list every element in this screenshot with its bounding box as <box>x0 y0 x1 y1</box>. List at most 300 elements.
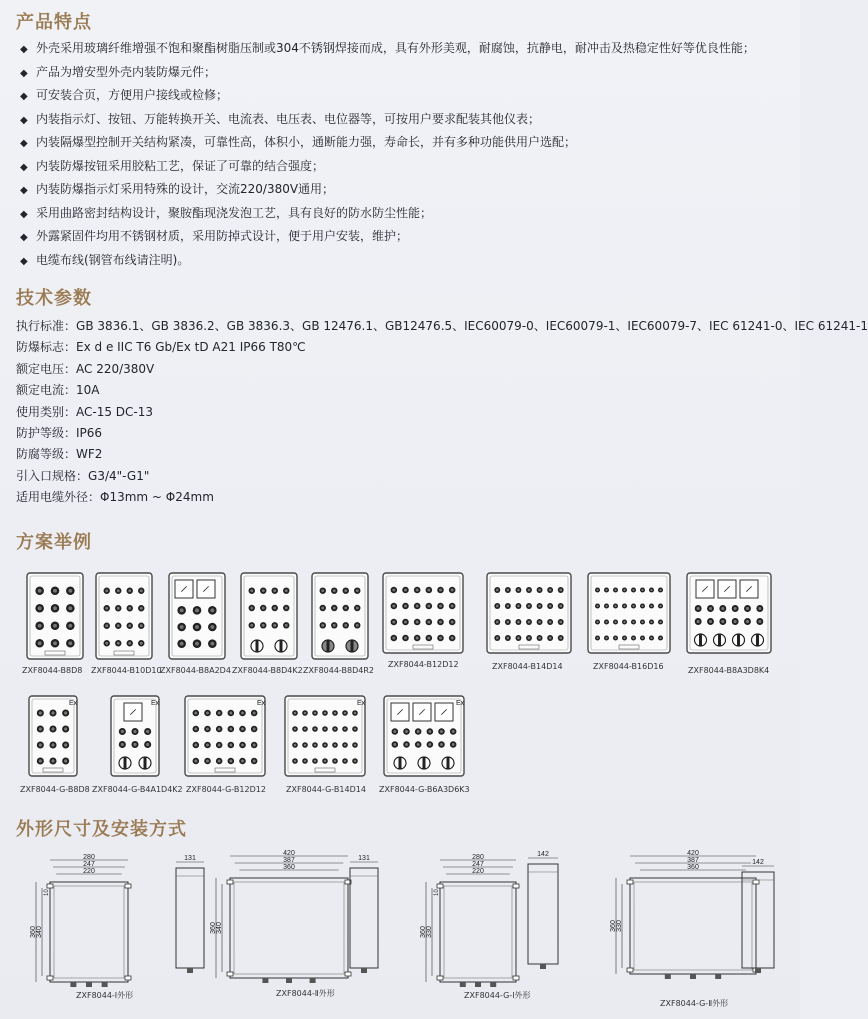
button-center-icon <box>218 728 221 731</box>
cable-gland-icon <box>86 982 92 987</box>
dimension-svg <box>418 850 558 1010</box>
button-center-icon <box>344 712 347 715</box>
cable-gland-icon <box>690 974 696 979</box>
spec-row: 防护等级：IP66 <box>16 425 103 440</box>
button-center-icon <box>344 624 347 627</box>
button-center-icon <box>314 744 317 747</box>
mounting-ear-icon <box>125 884 131 888</box>
width-dimension-label: 247 <box>83 861 95 868</box>
width-dimension-label: 420 <box>687 850 699 857</box>
button-center-icon <box>241 744 244 747</box>
button-center-icon <box>195 625 199 629</box>
width-dimension-label: 360 <box>283 864 295 871</box>
button-center-icon <box>194 760 197 763</box>
button-center-icon <box>559 605 562 608</box>
button-center-icon <box>427 637 430 640</box>
button-center-icon <box>53 606 57 610</box>
enclosure-drawing <box>28 695 78 777</box>
cable-gland-icon <box>460 982 466 987</box>
button-center-icon <box>641 605 643 607</box>
button-center-icon <box>262 589 265 592</box>
button-center-icon <box>605 621 607 623</box>
button-center-icon <box>641 637 643 639</box>
dimension-svg <box>200 850 390 1010</box>
height-dimension-label: 340 <box>216 922 223 934</box>
button-center-icon <box>241 728 244 731</box>
button-center-icon <box>451 621 454 624</box>
switch-handle-icon <box>718 634 721 646</box>
button-center-icon <box>273 624 276 627</box>
button-center-icon <box>746 607 749 610</box>
cable-gland-icon <box>755 968 761 973</box>
button-center-icon <box>229 728 232 731</box>
example-box: ZXF8044-B8D8 <box>26 572 84 660</box>
cable-gland-icon <box>361 968 367 973</box>
button-center-icon <box>354 712 357 715</box>
button-center-icon <box>404 589 407 592</box>
button-center-icon <box>146 730 149 733</box>
mounting-ear-icon <box>125 976 131 980</box>
button-center-icon <box>285 624 288 627</box>
switch-handle-icon <box>256 640 259 652</box>
button-center-icon <box>452 730 455 733</box>
button-center-icon <box>64 759 67 762</box>
button-center-icon <box>623 605 625 607</box>
spec-row: 额定电压：AC 220/380V <box>16 361 155 376</box>
diamond-bullet-icon: ◆ <box>20 208 28 220</box>
offset-dimension-label: 10 <box>44 889 50 896</box>
button-center-icon <box>304 728 307 731</box>
enclosure-outline <box>312 573 368 659</box>
mounting-ear-icon <box>227 880 233 884</box>
diamond-bullet-icon: ◆ <box>20 138 28 149</box>
button-center-icon <box>321 589 324 592</box>
example-box: ZXF8044-B8A2D4 <box>168 572 226 660</box>
diamond-bullet-icon: ◆ <box>20 67 28 79</box>
button-center-icon <box>758 620 761 623</box>
dimension-svg <box>28 850 196 1010</box>
button-center-icon <box>439 605 442 608</box>
specs-list <box>16 316 868 509</box>
button-center-icon <box>180 625 184 629</box>
diamond-bullet-icon: ◆ <box>20 161 28 173</box>
enclosure-drawing <box>382 572 464 654</box>
button-center-icon <box>549 621 552 624</box>
feature-item: ◆ 内装防爆指示灯采用特殊的设计，交流220/380V通用； <box>20 178 790 202</box>
button-center-icon <box>51 759 54 762</box>
button-center-icon <box>128 607 131 610</box>
button-center-icon <box>356 589 359 592</box>
button-center-icon <box>559 621 562 624</box>
diamond-bullet-icon: ◆ <box>20 114 28 126</box>
button-center-icon <box>605 605 607 607</box>
button-center-icon <box>253 728 256 731</box>
button-center-icon <box>210 625 214 629</box>
button-center-icon <box>344 607 347 610</box>
cable-gland-icon <box>262 978 268 983</box>
enclosure-drawing <box>686 572 772 654</box>
button-center-icon <box>517 589 520 592</box>
button-center-icon <box>427 605 430 608</box>
button-center-icon <box>117 607 120 610</box>
example-box: ZXF8044-B8D4R2 <box>311 572 369 660</box>
feature-item: ◆ 内装隔爆型控制开关结构紧凑，可靠性高，体积小，通断能力强，寿命长，并有多种功能供用户选配； <box>20 131 790 155</box>
button-center-icon <box>416 605 419 608</box>
button-center-icon <box>507 589 510 592</box>
button-center-icon <box>614 589 616 591</box>
height-dimension-label: 330 <box>616 920 623 932</box>
button-center-icon <box>632 605 634 607</box>
button-center-icon <box>507 605 510 608</box>
button-center-icon <box>285 589 288 592</box>
button-center-icon <box>596 605 598 607</box>
button-center-icon <box>253 744 256 747</box>
switch-handle-icon <box>737 634 740 646</box>
button-center-icon <box>605 589 607 591</box>
button-center-icon <box>650 621 652 623</box>
mounting-ear-icon <box>753 880 759 884</box>
mounting-ear-icon <box>227 972 233 976</box>
enclosure-outline <box>588 573 670 653</box>
button-center-icon <box>321 624 324 627</box>
front-view-outline <box>50 882 128 982</box>
button-center-icon <box>146 743 149 746</box>
button-center-icon <box>496 605 499 608</box>
button-center-icon <box>68 641 72 645</box>
button-center-icon <box>121 743 124 746</box>
enclosure-drawing <box>240 572 298 660</box>
button-center-icon <box>528 637 531 640</box>
button-center-icon <box>285 607 288 610</box>
button-center-icon <box>133 743 136 746</box>
button-center-icon <box>559 637 562 640</box>
example-box: Ex ZXF8044-G-B12D12 <box>184 695 266 777</box>
button-center-icon <box>697 607 700 610</box>
button-center-icon <box>427 621 430 624</box>
button-center-icon <box>195 608 199 612</box>
button-center-icon <box>405 743 408 746</box>
depth-dimension-label: 131 <box>358 855 370 862</box>
button-center-icon <box>623 621 625 623</box>
cable-gland-icon <box>102 982 108 987</box>
button-center-icon <box>392 605 395 608</box>
button-center-icon <box>538 589 541 592</box>
button-center-icon <box>294 712 297 715</box>
button-center-icon <box>180 642 184 646</box>
button-center-icon <box>709 607 712 610</box>
button-center-icon <box>517 621 520 624</box>
button-center-icon <box>334 712 337 715</box>
button-center-icon <box>549 637 552 640</box>
button-center-icon <box>64 711 67 714</box>
ex-mark-icon: Ex <box>257 700 266 707</box>
button-center-icon <box>659 621 661 623</box>
button-center-icon <box>39 711 42 714</box>
button-center-icon <box>439 621 442 624</box>
button-center-icon <box>559 589 562 592</box>
button-center-icon <box>528 589 531 592</box>
examples-heading: 方案举例 <box>16 532 92 553</box>
mounting-ear-icon <box>47 884 53 888</box>
depth-dimension-label: 142 <box>537 851 549 858</box>
switch-handle-icon <box>327 640 330 652</box>
button-center-icon <box>304 744 307 747</box>
switch-handle-icon <box>124 757 127 769</box>
switch-handle-icon <box>699 634 702 646</box>
example-box: ZXF8044-B12D12 <box>382 572 464 654</box>
button-center-icon <box>650 637 652 639</box>
cable-gland-icon <box>715 974 721 979</box>
button-center-icon <box>294 744 297 747</box>
button-center-icon <box>133 730 136 733</box>
button-center-icon <box>405 730 408 733</box>
button-center-icon <box>314 728 317 731</box>
cable-gland-icon <box>490 982 496 987</box>
button-center-icon <box>344 589 347 592</box>
button-center-icon <box>528 621 531 624</box>
button-center-icon <box>507 621 510 624</box>
enclosure-drawing <box>587 572 671 654</box>
button-center-icon <box>304 760 307 763</box>
button-center-icon <box>321 607 324 610</box>
button-center-icon <box>439 589 442 592</box>
button-center-icon <box>105 607 108 610</box>
switch-handle-icon <box>423 757 426 769</box>
button-center-icon <box>218 760 221 763</box>
front-view-inner <box>634 882 752 970</box>
button-center-icon <box>440 730 443 733</box>
dimension-svg <box>596 850 796 1010</box>
height-dimension-label: 360 <box>420 926 427 938</box>
switch-handle-icon <box>351 640 354 652</box>
switch-handle-icon <box>447 757 450 769</box>
feature-item: ◆ 外壳采用玻璃纤维增强不饱和聚酯树脂压制或304不锈钢焊接而成，具有外形美观，耐腐蚀，抗静电，耐冲击及热稳定性好等优良性能； <box>20 37 790 61</box>
button-center-icon <box>218 712 221 715</box>
example-box: ZXF8044-B14D14 <box>486 572 572 654</box>
ex-mark-icon: Ex <box>151 700 160 707</box>
button-center-icon <box>140 589 143 592</box>
button-center-icon <box>180 608 184 612</box>
enclosure-outline <box>96 573 152 659</box>
button-center-icon <box>659 637 661 639</box>
enclosure-drawing <box>284 695 366 777</box>
cable-gland-icon <box>310 978 316 983</box>
button-center-icon <box>241 712 244 715</box>
button-center-icon <box>517 605 520 608</box>
cable-gland-icon <box>187 968 193 973</box>
button-center-icon <box>250 624 253 627</box>
button-center-icon <box>206 728 209 731</box>
cable-gland-icon <box>540 964 546 969</box>
button-center-icon <box>314 712 317 715</box>
spec-row: 引入口规格：G3/4"-G1" <box>16 468 150 483</box>
button-center-icon <box>439 637 442 640</box>
button-center-icon <box>51 743 54 746</box>
mounting-ear-icon <box>513 884 519 888</box>
button-center-icon <box>250 589 253 592</box>
button-center-icon <box>68 624 72 628</box>
button-center-icon <box>194 712 197 715</box>
button-center-icon <box>392 621 395 624</box>
button-center-icon <box>721 607 724 610</box>
mounting-ear-icon <box>627 968 633 972</box>
button-center-icon <box>294 728 297 731</box>
mounting-ear-icon <box>513 976 519 980</box>
button-center-icon <box>344 728 347 731</box>
mounting-ear-icon <box>437 884 443 888</box>
button-center-icon <box>605 637 607 639</box>
button-center-icon <box>105 624 108 627</box>
width-dimension-label: 387 <box>687 857 699 864</box>
button-center-icon <box>324 728 327 731</box>
button-center-icon <box>117 642 120 645</box>
button-center-icon <box>68 606 72 610</box>
button-center-icon <box>229 744 232 747</box>
diamond-bullet-icon: ◆ <box>20 255 28 267</box>
button-center-icon <box>356 624 359 627</box>
width-dimension-label: 280 <box>472 854 484 861</box>
button-center-icon <box>404 637 407 640</box>
enclosure-drawing <box>110 695 160 777</box>
button-center-icon <box>262 607 265 610</box>
button-center-icon <box>641 621 643 623</box>
button-center-icon <box>632 589 634 591</box>
button-center-icon <box>53 624 57 628</box>
button-center-icon <box>39 743 42 746</box>
button-center-icon <box>650 605 652 607</box>
button-center-icon <box>538 637 541 640</box>
button-center-icon <box>440 743 443 746</box>
button-center-icon <box>496 637 499 640</box>
button-center-icon <box>721 620 724 623</box>
switch-handle-icon <box>144 757 147 769</box>
cable-gland-icon <box>475 982 481 987</box>
depth-dimension-label: 131 <box>184 855 196 862</box>
button-center-icon <box>517 637 520 640</box>
button-center-icon <box>51 727 54 730</box>
dimension-drawing: 420 387 360 360 340 131 ZXF8044-Ⅱ外形 <box>200 850 390 1010</box>
button-center-icon <box>117 624 120 627</box>
button-center-icon <box>229 712 232 715</box>
features-list <box>20 37 790 272</box>
button-center-icon <box>697 620 700 623</box>
button-center-icon <box>140 642 143 645</box>
button-center-icon <box>68 589 72 593</box>
button-center-icon <box>324 760 327 763</box>
button-center-icon <box>734 607 737 610</box>
button-center-icon <box>393 743 396 746</box>
diamond-bullet-icon: ◆ <box>20 91 28 102</box>
button-center-icon <box>623 589 625 591</box>
button-center-icon <box>641 589 643 591</box>
button-center-icon <box>140 607 143 610</box>
front-view-outline <box>440 882 516 982</box>
dimension-drawing: 280 247 220 360 340 10 131 ZXF8044-Ⅰ外形 <box>28 850 178 1010</box>
feature-item: ◆ 外露紧固件均用不锈钢材质，采用防掉式设计，便于用户安装，维护； <box>20 225 790 249</box>
button-center-icon <box>538 605 541 608</box>
button-center-icon <box>417 730 420 733</box>
button-center-icon <box>354 744 357 747</box>
specs-heading: 技术参数 <box>16 288 92 309</box>
button-center-icon <box>416 637 419 640</box>
feature-item: ◆ 产品为增安型外壳内装防爆元件； <box>20 61 790 85</box>
button-center-icon <box>324 712 327 715</box>
enclosure-outline <box>285 696 365 776</box>
button-center-icon <box>734 620 737 623</box>
button-center-icon <box>38 641 42 645</box>
button-center-icon <box>344 744 347 747</box>
spec-row: 执行标准：GB 3836.1、GB 3836.2、GB 3836.3、GB 12476.1、GB12476.5、IEC60079-0、IEC60079-1、IEC60079-7、IEC 61241-0、IEC 61241-1 <box>16 319 868 333</box>
button-center-icon <box>404 605 407 608</box>
button-center-icon <box>538 621 541 624</box>
button-center-icon <box>194 728 197 731</box>
button-center-icon <box>709 620 712 623</box>
height-dimension-label: 360 <box>610 920 617 932</box>
height-dimension-label: 340 <box>36 926 43 938</box>
button-center-icon <box>354 760 357 763</box>
button-center-icon <box>38 624 42 628</box>
front-view-inner <box>54 886 124 978</box>
enclosure-drawing <box>383 695 465 777</box>
diamond-bullet-icon: ◆ <box>20 232 28 243</box>
button-center-icon <box>496 589 499 592</box>
button-center-icon <box>206 712 209 715</box>
button-center-icon <box>262 624 265 627</box>
button-center-icon <box>392 589 395 592</box>
button-center-icon <box>428 730 431 733</box>
button-center-icon <box>128 624 131 627</box>
button-center-icon <box>614 637 616 639</box>
button-center-icon <box>596 637 598 639</box>
button-center-icon <box>273 607 276 610</box>
cable-gland-icon <box>70 982 76 987</box>
dimension-drawing: 420 387 360 360 330 142 ZXF8044-G-Ⅱ外形 <box>596 850 796 1010</box>
button-center-icon <box>417 743 420 746</box>
depth-dimension-label: 142 <box>752 859 764 866</box>
button-center-icon <box>528 605 531 608</box>
button-center-icon <box>746 620 749 623</box>
button-center-icon <box>121 730 124 733</box>
button-center-icon <box>195 642 199 646</box>
mounting-ear-icon <box>437 976 443 980</box>
feature-item: ◆ 电缆布线(钢管布线请注明)。 <box>20 249 790 273</box>
button-center-icon <box>659 605 661 607</box>
button-center-icon <box>210 608 214 612</box>
button-center-icon <box>451 637 454 640</box>
button-center-icon <box>294 760 297 763</box>
enclosure-outline <box>241 573 297 659</box>
width-dimension-label: 220 <box>472 868 484 875</box>
button-center-icon <box>416 621 419 624</box>
button-center-icon <box>218 744 221 747</box>
button-center-icon <box>596 589 598 591</box>
diamond-bullet-icon: ◆ <box>20 44 28 55</box>
diamond-bullet-icon: ◆ <box>20 185 28 196</box>
spec-row: 额定电流：10A <box>16 383 100 398</box>
front-view-inner <box>234 882 344 974</box>
button-center-icon <box>549 605 552 608</box>
spec-row: 防爆标志：Ex d e IIC T6 Gb/Ex tD A21 IP66 T80℃ <box>16 340 306 355</box>
switch-handle-icon <box>756 634 759 646</box>
button-center-icon <box>39 727 42 730</box>
button-center-icon <box>623 637 625 639</box>
button-center-icon <box>452 743 455 746</box>
button-center-icon <box>253 712 256 715</box>
example-box: Ex ZXF8044-G-B14D14 <box>284 695 366 777</box>
feature-item: ◆ 内装防爆按钮采用胶粘工艺，保证了可靠的结合强度； <box>20 155 790 179</box>
dimension-drawing: 280 247 220 360 330 10 142 ZXF8044-G-Ⅰ外形 <box>418 850 558 1010</box>
height-dimension-label: 360 <box>30 926 37 938</box>
